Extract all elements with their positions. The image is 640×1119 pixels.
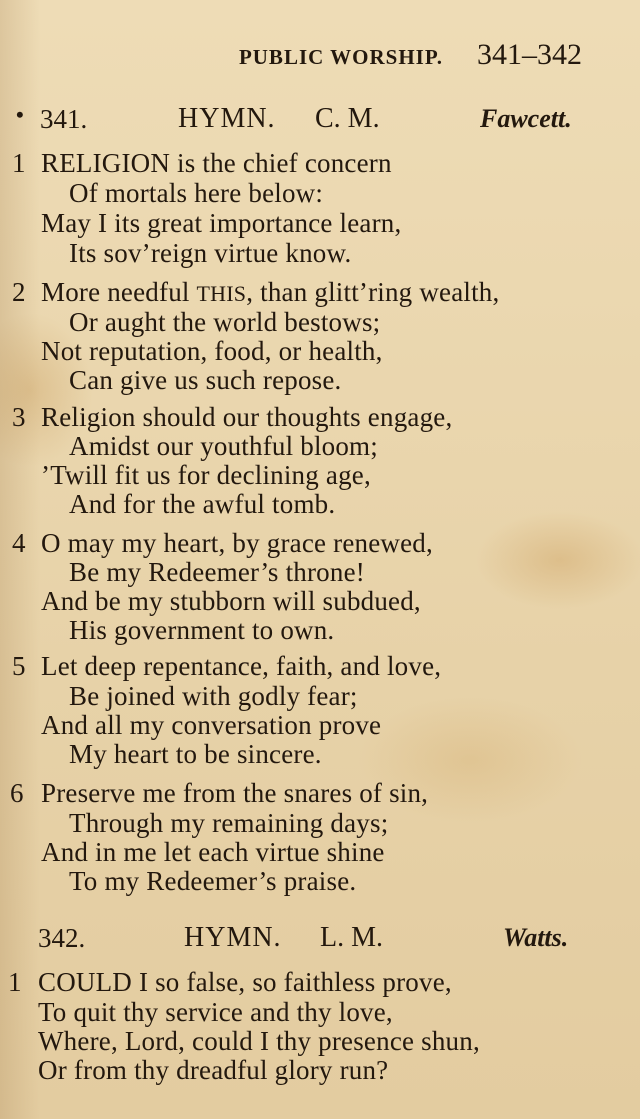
running-title: PUBLIC WORSHIP. bbox=[238, 45, 443, 69]
verse-line: And in me let each virtue shine bbox=[41, 837, 385, 867]
hymn-label: HYMN. bbox=[184, 922, 282, 953]
hymn-341-heading bbox=[0, 102, 640, 142]
verse-line: O may my heart, by grace renewed, bbox=[41, 528, 433, 558]
hymn-meter: C. M. bbox=[315, 103, 380, 134]
hymn-number: 342. bbox=[38, 923, 86, 953]
verse-number: 3 bbox=[12, 402, 26, 432]
verse-line: Can give us such repose. bbox=[69, 365, 342, 395]
verse-line: His government to own. bbox=[69, 615, 335, 645]
verse-number: 1 bbox=[12, 148, 26, 178]
hymn-label: HYMN. bbox=[178, 103, 276, 134]
verse-line: And for the awful tomb. bbox=[69, 489, 336, 519]
verse-number: 1 bbox=[8, 967, 22, 997]
verse-line: Its sov’reign virtue know. bbox=[69, 238, 352, 268]
verse-line: RELIGION is the chief concern bbox=[41, 148, 392, 178]
ornament-mark: • bbox=[16, 102, 24, 127]
verse-line: To quit thy service and thy love, bbox=[38, 997, 393, 1027]
verse-line: Preserve me from the snares of sin, bbox=[41, 778, 429, 808]
verse-line: My heart to be sincere. bbox=[69, 739, 322, 769]
hymn-author: Watts. bbox=[503, 923, 569, 952]
verse-line: Or from thy dreadful glory run? bbox=[38, 1055, 389, 1085]
verse-line: Or aught the world bestows; bbox=[69, 307, 381, 337]
verse-line: Be my Redeemer’s throne! bbox=[69, 557, 365, 587]
verse-line: Religion should our thoughts engage, bbox=[41, 402, 453, 432]
verse-line: Where, Lord, could I thy presence shun, bbox=[38, 1026, 480, 1056]
verse-line: To my Redeemer’s praise. bbox=[69, 866, 357, 896]
verse-line: Let deep repentance, faith, and love, bbox=[41, 651, 442, 681]
verse-line: ’Twill fit us for declining age, bbox=[41, 460, 371, 490]
verse-line: And be my stubborn will subdued, bbox=[41, 586, 421, 616]
hymn-342-heading bbox=[0, 921, 640, 961]
verse-line: May I its great importance learn, bbox=[41, 208, 402, 238]
verse-number: 2 bbox=[12, 277, 26, 307]
verse-line: Of mortals here below: bbox=[69, 178, 324, 208]
verse-number: 4 bbox=[12, 528, 26, 558]
verse-line: And all my conversation prove bbox=[41, 710, 382, 740]
verse-line: Amidst our youthful bloom; bbox=[69, 431, 378, 461]
verse-number: 5 bbox=[12, 651, 26, 681]
verse-line: Through my remaining days; bbox=[69, 808, 389, 838]
page-header bbox=[0, 38, 582, 72]
verse-line: Be joined with godly fear; bbox=[69, 681, 358, 711]
verse-number: 6 bbox=[10, 778, 24, 808]
hymn-author: Fawcett. bbox=[480, 104, 572, 133]
verse-line: Not reputation, food, or health, bbox=[41, 336, 383, 366]
verse-line: More needful THIS, than glitt’ring wealth, bbox=[41, 277, 500, 307]
page-range: 341–342 bbox=[477, 38, 582, 71]
verse-line: COULD I so false, so faithless prove, bbox=[38, 967, 452, 997]
hymn-meter: L. M. bbox=[320, 922, 383, 953]
hymn-number: 341. bbox=[40, 104, 88, 134]
